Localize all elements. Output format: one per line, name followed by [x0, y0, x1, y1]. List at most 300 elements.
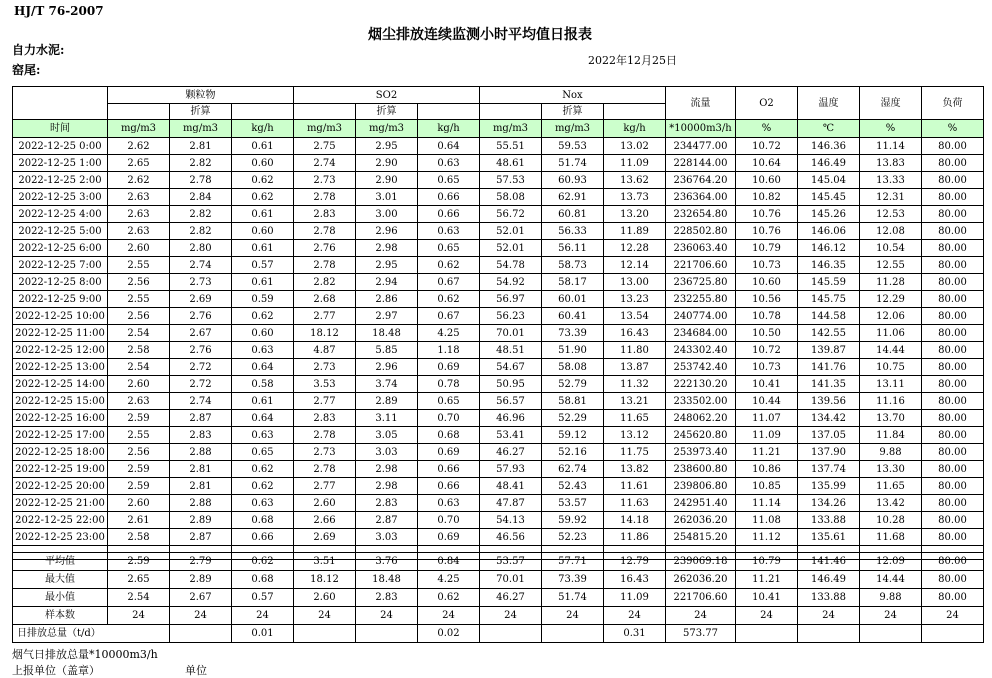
value-cell: 11.86 — [604, 529, 666, 546]
value-cell: 2.77 — [294, 393, 356, 410]
summary-value-cell: 0.68 — [232, 571, 294, 589]
value-cell: 2.65 — [108, 155, 170, 172]
value-cell: 11.14 — [736, 495, 798, 512]
value-cell: 254815.20 — [666, 529, 736, 546]
value-cell: 3.01 — [356, 189, 418, 206]
value-cell: 11.06 — [860, 325, 922, 342]
value-cell: 11.07 — [736, 410, 798, 427]
value-cell: 50.95 — [480, 376, 542, 393]
value-cell: 80.00 — [922, 529, 984, 546]
value-cell: 11.12 — [736, 529, 798, 546]
value-cell: 59.53 — [542, 138, 604, 155]
summary-row — [13, 625, 984, 643]
summary-value-cell — [480, 625, 542, 643]
value-cell: 0.61 — [232, 138, 294, 155]
value-cell: 233502.00 — [666, 393, 736, 410]
value-cell: 10.28 — [860, 512, 922, 529]
value-cell: 2.83 — [294, 410, 356, 427]
value-cell: 10.76 — [736, 206, 798, 223]
summary-value-cell — [542, 625, 604, 643]
group-header-so2: SO2 — [294, 87, 480, 104]
value-cell: 60.01 — [542, 291, 604, 308]
value-cell: 3.53 — [294, 376, 356, 393]
value-cell: 3.11 — [356, 410, 418, 427]
summary-value-cell: 146.49 — [798, 571, 860, 589]
value-cell: 2.73 — [294, 172, 356, 189]
value-cell: 80.00 — [922, 444, 984, 461]
value-cell: 56.23 — [480, 308, 542, 325]
value-cell: 11.14 — [860, 138, 922, 155]
value-cell: 80.00 — [922, 410, 984, 427]
group-header-nox: Nox — [480, 87, 666, 104]
value-cell: 10.44 — [736, 393, 798, 410]
summary-value-cell: 24 — [604, 607, 666, 625]
value-cell: 0.63 — [232, 427, 294, 444]
summary-value-cell — [170, 625, 232, 643]
value-cell: 52.29 — [542, 410, 604, 427]
value-cell: 11.16 — [860, 393, 922, 410]
value-cell: 2.78 — [294, 223, 356, 240]
value-cell: 52.01 — [480, 223, 542, 240]
value-cell: 137.90 — [798, 444, 860, 461]
value-cell: 2.66 — [294, 512, 356, 529]
value-cell: 54.67 — [480, 359, 542, 376]
value-cell: 2.61 — [108, 512, 170, 529]
summary-value-cell: 80.00 — [922, 589, 984, 607]
value-cell: 146.49 — [798, 155, 860, 172]
summary-label-cell: 样本数 — [13, 607, 108, 625]
value-cell: 12.14 — [604, 257, 666, 274]
value-cell: 56.72 — [480, 206, 542, 223]
value-cell: 0.62 — [232, 308, 294, 325]
value-cell: 10.72 — [736, 138, 798, 155]
blank-cell — [418, 104, 480, 120]
value-cell: 2.82 — [170, 223, 232, 240]
summary-label-cell: 最大值 — [13, 571, 108, 589]
summary-value-cell: 12.79 — [604, 553, 666, 571]
summary-value-cell: 10.41 — [736, 589, 798, 607]
value-cell: 11.80 — [604, 342, 666, 359]
value-cell: 0.64 — [418, 138, 480, 155]
unit-cell: kg/h — [604, 120, 666, 138]
value-cell: 2.63 — [108, 393, 170, 410]
value-cell: 253742.40 — [666, 359, 736, 376]
value-cell: 2.83 — [294, 206, 356, 223]
value-cell: 0.62 — [418, 257, 480, 274]
value-cell: 2.55 — [108, 291, 170, 308]
table-row — [13, 274, 984, 291]
summary-value-cell: 573.77 — [666, 625, 736, 643]
summary-value-cell: 2.83 — [356, 589, 418, 607]
value-cell: 2.60 — [108, 240, 170, 257]
summary-value-cell: 2.59 — [108, 553, 170, 571]
value-cell: 2.96 — [356, 359, 418, 376]
value-cell: 0.63 — [232, 495, 294, 512]
converted-header-pm: 折算 — [170, 104, 232, 120]
summary-value-cell: 24 — [666, 607, 736, 625]
summary-value-cell: 24 — [922, 607, 984, 625]
value-cell: 242951.40 — [666, 495, 736, 512]
value-cell: 13.73 — [604, 189, 666, 206]
value-cell: 18.12 — [294, 325, 356, 342]
value-cell: 58.08 — [480, 189, 542, 206]
value-cell: 60.41 — [542, 308, 604, 325]
value-cell: 10.72 — [736, 342, 798, 359]
value-cell: 80.00 — [922, 223, 984, 240]
value-cell: 2.60 — [108, 495, 170, 512]
time-cell: 2022-12-25 14:00 — [13, 376, 108, 393]
value-cell: 0.68 — [232, 512, 294, 529]
value-cell: 2.76 — [294, 240, 356, 257]
time-cell: 2022-12-25 19:00 — [13, 461, 108, 478]
summary-value-cell — [860, 625, 922, 643]
summary-value-cell: 12.09 — [860, 553, 922, 571]
value-cell: 13.00 — [604, 274, 666, 291]
value-cell: 11.09 — [736, 427, 798, 444]
value-cell: 2.82 — [170, 155, 232, 172]
summary-value-cell — [798, 625, 860, 643]
summary-value-cell: 14.44 — [860, 571, 922, 589]
value-cell: 0.62 — [232, 172, 294, 189]
value-cell: 12.28 — [604, 240, 666, 257]
blank-cell — [604, 104, 666, 120]
value-cell: 2.89 — [170, 512, 232, 529]
company-label: 自力水泥: — [12, 43, 65, 57]
summary-value-cell — [736, 625, 798, 643]
summary-value-cell: 18.12 — [294, 571, 356, 589]
value-cell: 2.81 — [170, 138, 232, 155]
value-cell: 11.09 — [604, 155, 666, 172]
value-cell: 48.61 — [480, 155, 542, 172]
value-cell: 13.02 — [604, 138, 666, 155]
value-cell: 146.35 — [798, 257, 860, 274]
value-cell: 2.72 — [170, 376, 232, 393]
time-cell: 2022-12-25 5:00 — [13, 223, 108, 240]
page-title: 烟尘排放连续监测小时平均值日报表 — [368, 27, 592, 43]
table-row — [13, 291, 984, 308]
value-cell: 139.56 — [798, 393, 860, 410]
value-cell: 5.85 — [356, 342, 418, 359]
reporting-unit-label: 上报单位（盖章） — [12, 664, 100, 677]
summary-value-cell: 80.00 — [922, 571, 984, 589]
value-cell: 80.00 — [922, 308, 984, 325]
value-cell: 10.56 — [736, 291, 798, 308]
time-cell: 2022-12-25 11:00 — [13, 325, 108, 342]
summary-value-cell: 2.89 — [170, 571, 232, 589]
summary-value-cell: 239069.18 — [666, 553, 736, 571]
time-cell: 2022-12-25 4:00 — [13, 206, 108, 223]
table-row — [13, 189, 984, 206]
value-cell: 2.56 — [108, 274, 170, 291]
blank-cell — [480, 104, 542, 120]
value-cell: 58.73 — [542, 257, 604, 274]
value-cell: 234684.00 — [666, 325, 736, 342]
value-cell: 0.69 — [418, 359, 480, 376]
unit-label: 单位 — [185, 664, 207, 677]
time-header-blank — [13, 87, 108, 120]
value-cell: 11.61 — [604, 478, 666, 495]
value-cell: 0.61 — [232, 240, 294, 257]
value-cell: 80.00 — [922, 461, 984, 478]
summary-value-cell: 10.79 — [736, 553, 798, 571]
value-cell: 0.61 — [232, 206, 294, 223]
value-cell: 2.75 — [294, 138, 356, 155]
value-cell: 2.83 — [170, 427, 232, 444]
value-cell: 0.59 — [232, 291, 294, 308]
table-row — [13, 359, 984, 376]
value-cell: 0.61 — [232, 274, 294, 291]
value-cell: 13.70 — [860, 410, 922, 427]
table-row — [13, 444, 984, 461]
value-cell: 2.74 — [170, 393, 232, 410]
report-table — [12, 86, 984, 560]
value-cell: 240774.00 — [666, 308, 736, 325]
value-cell: 10.60 — [736, 172, 798, 189]
value-cell: 2.84 — [170, 189, 232, 206]
summary-row — [13, 571, 984, 589]
value-cell: 146.12 — [798, 240, 860, 257]
value-cell: 145.75 — [798, 291, 860, 308]
kiln-label: 窑尾: — [12, 63, 41, 77]
value-cell: 62.74 — [542, 461, 604, 478]
summary-value-cell: 0.62 — [418, 589, 480, 607]
value-cell: 2.69 — [170, 291, 232, 308]
value-cell: 3.74 — [356, 376, 418, 393]
value-cell: 80.00 — [922, 342, 984, 359]
value-cell: 12.29 — [860, 291, 922, 308]
value-cell: 13.11 — [860, 376, 922, 393]
value-cell: 12.31 — [860, 189, 922, 206]
value-cell: 2.77 — [294, 478, 356, 495]
summary-table-body — [13, 553, 984, 643]
value-cell: 245620.80 — [666, 427, 736, 444]
value-cell: 142.55 — [798, 325, 860, 342]
table-row — [13, 342, 984, 359]
value-cell: 10.54 — [860, 240, 922, 257]
value-cell: 12.08 — [860, 223, 922, 240]
value-cell: 80.00 — [922, 512, 984, 529]
time-cell: 2022-12-25 16:00 — [13, 410, 108, 427]
value-cell: 0.58 — [232, 376, 294, 393]
value-cell: 11.21 — [736, 444, 798, 461]
summary-value-cell: 2.65 — [108, 571, 170, 589]
group-header-pm: 颗粒物 — [108, 87, 294, 104]
value-cell: 0.63 — [232, 342, 294, 359]
summary-value-cell: 0.02 — [418, 625, 480, 643]
value-cell: 58.08 — [542, 359, 604, 376]
value-cell: 248062.20 — [666, 410, 736, 427]
table-row — [13, 240, 984, 257]
summary-value-cell: 24 — [108, 607, 170, 625]
standard-code: HJ/T 76-2007 — [14, 4, 104, 18]
value-cell: 52.01 — [480, 240, 542, 257]
value-cell: 0.65 — [418, 240, 480, 257]
value-cell: 134.26 — [798, 495, 860, 512]
value-cell: 2.63 — [108, 189, 170, 206]
value-cell: 2.81 — [170, 478, 232, 495]
value-cell: 46.96 — [480, 410, 542, 427]
value-cell: 13.33 — [860, 172, 922, 189]
value-cell: 253973.40 — [666, 444, 736, 461]
value-cell: 11.63 — [604, 495, 666, 512]
summary-value-cell: 2.67 — [170, 589, 232, 607]
table-row — [13, 478, 984, 495]
summary-value-cell: 18.48 — [356, 571, 418, 589]
value-cell: 2.63 — [108, 223, 170, 240]
report-date: 2022年12月25日 — [588, 54, 677, 67]
converted-header-nox: 折算 — [542, 104, 604, 120]
summary-value-cell: 2.60 — [294, 589, 356, 607]
value-cell: 13.83 — [860, 155, 922, 172]
value-cell: 141.35 — [798, 376, 860, 393]
time-cell: 2022-12-25 18:00 — [13, 444, 108, 461]
value-cell: 10.79 — [736, 240, 798, 257]
value-cell: 0.66 — [418, 461, 480, 478]
value-cell: 139.87 — [798, 342, 860, 359]
value-cell: 10.60 — [736, 274, 798, 291]
value-cell: 2.56 — [108, 308, 170, 325]
value-cell: 3.00 — [356, 206, 418, 223]
value-cell: 0.63 — [418, 223, 480, 240]
value-cell: 57.53 — [480, 172, 542, 189]
value-cell: 53.57 — [542, 495, 604, 512]
value-cell: 0.68 — [418, 427, 480, 444]
unit-cell: % — [860, 120, 922, 138]
value-cell: 2.88 — [170, 444, 232, 461]
summary-value-cell: 3.51 — [294, 553, 356, 571]
value-cell: 14.44 — [860, 342, 922, 359]
unit-cell: mg/m3 — [170, 120, 232, 138]
value-cell: 10.73 — [736, 359, 798, 376]
value-cell: 56.57 — [480, 393, 542, 410]
value-cell: 13.12 — [604, 427, 666, 444]
value-cell: 4.87 — [294, 342, 356, 359]
value-cell: 2.78 — [170, 172, 232, 189]
summary-value-cell: 24 — [480, 607, 542, 625]
summary-table — [12, 552, 984, 643]
value-cell: 13.20 — [604, 206, 666, 223]
value-cell: 13.62 — [604, 172, 666, 189]
value-cell: 2.76 — [170, 308, 232, 325]
summary-value-cell: 0.01 — [232, 625, 294, 643]
table-row — [13, 155, 984, 172]
value-cell: 58.17 — [542, 274, 604, 291]
value-cell: 10.78 — [736, 308, 798, 325]
time-cell: 2022-12-25 2:00 — [13, 172, 108, 189]
value-cell: 0.63 — [418, 495, 480, 512]
value-cell: 11.84 — [860, 427, 922, 444]
value-cell: 2.74 — [294, 155, 356, 172]
summary-value-cell: 80.00 — [922, 553, 984, 571]
value-cell: 2.90 — [356, 172, 418, 189]
flue-gas-total-note: 烟气日排放总量*10000m3/h — [12, 648, 158, 661]
value-cell: 2.59 — [108, 478, 170, 495]
value-cell: 48.51 — [480, 342, 542, 359]
value-cell: 18.48 — [356, 325, 418, 342]
unit-cell: mg/m3 — [294, 120, 356, 138]
value-cell: 2.87 — [170, 410, 232, 427]
value-cell: 0.62 — [232, 189, 294, 206]
value-cell: 2.73 — [294, 359, 356, 376]
value-cell: 80.00 — [922, 427, 984, 444]
value-cell: 80.00 — [922, 274, 984, 291]
value-cell: 46.27 — [480, 444, 542, 461]
value-cell: 12.53 — [860, 206, 922, 223]
value-cell: 145.26 — [798, 206, 860, 223]
value-cell: 13.30 — [860, 461, 922, 478]
value-cell: 4.25 — [418, 325, 480, 342]
value-cell: 2.60 — [108, 376, 170, 393]
table-row — [13, 206, 984, 223]
value-cell: 56.11 — [542, 240, 604, 257]
value-cell: 232654.80 — [666, 206, 736, 223]
value-cell: 2.54 — [108, 325, 170, 342]
table-row — [13, 427, 984, 444]
value-cell: 236063.40 — [666, 240, 736, 257]
value-cell: 2.86 — [356, 291, 418, 308]
summary-value-cell — [922, 625, 984, 643]
unit-cell: kg/h — [232, 120, 294, 138]
value-cell: 0.66 — [418, 206, 480, 223]
value-cell: 10.64 — [736, 155, 798, 172]
value-cell: 59.12 — [542, 427, 604, 444]
col-header-temperature: 温度 — [798, 87, 860, 120]
value-cell: 2.78 — [294, 189, 356, 206]
value-cell: 2.97 — [356, 308, 418, 325]
value-cell: 135.99 — [798, 478, 860, 495]
value-cell: 2.74 — [170, 257, 232, 274]
value-cell: 2.83 — [356, 495, 418, 512]
value-cell: 2.98 — [356, 478, 418, 495]
col-header-humidity: 湿度 — [860, 87, 922, 120]
value-cell: 2.59 — [108, 410, 170, 427]
summary-value-cell: 2.54 — [108, 589, 170, 607]
time-cell: 2022-12-25 1:00 — [13, 155, 108, 172]
value-cell: 137.74 — [798, 461, 860, 478]
value-cell: 1.18 — [418, 342, 480, 359]
value-cell: 13.87 — [604, 359, 666, 376]
summary-value-cell: 0.62 — [232, 553, 294, 571]
value-cell: 2.98 — [356, 461, 418, 478]
converted-header-so2: 折算 — [356, 104, 418, 120]
summary-row — [13, 553, 984, 571]
value-cell: 11.28 — [860, 274, 922, 291]
value-cell: 3.05 — [356, 427, 418, 444]
value-cell: 0.60 — [232, 155, 294, 172]
value-cell: 13.54 — [604, 308, 666, 325]
summary-value-cell: 57.71 — [542, 553, 604, 571]
unit-cell: % — [736, 120, 798, 138]
summary-value-cell: 51.74 — [542, 589, 604, 607]
value-cell: 12.55 — [860, 257, 922, 274]
value-cell: 60.93 — [542, 172, 604, 189]
table-row — [13, 172, 984, 189]
table-row — [13, 529, 984, 546]
value-cell: 80.00 — [922, 393, 984, 410]
value-cell: 54.13 — [480, 512, 542, 529]
summary-value-cell: 73.39 — [542, 571, 604, 589]
summary-value-cell: 24 — [232, 607, 294, 625]
value-cell: 11.08 — [736, 512, 798, 529]
value-cell: 2.76 — [170, 342, 232, 359]
value-cell: 0.62 — [232, 478, 294, 495]
value-cell: 80.00 — [922, 172, 984, 189]
value-cell: 11.68 — [860, 529, 922, 546]
time-cell: 2022-12-25 7:00 — [13, 257, 108, 274]
value-cell: 2.94 — [356, 274, 418, 291]
col-header-load: 负荷 — [922, 87, 984, 120]
value-cell: 236364.00 — [666, 189, 736, 206]
